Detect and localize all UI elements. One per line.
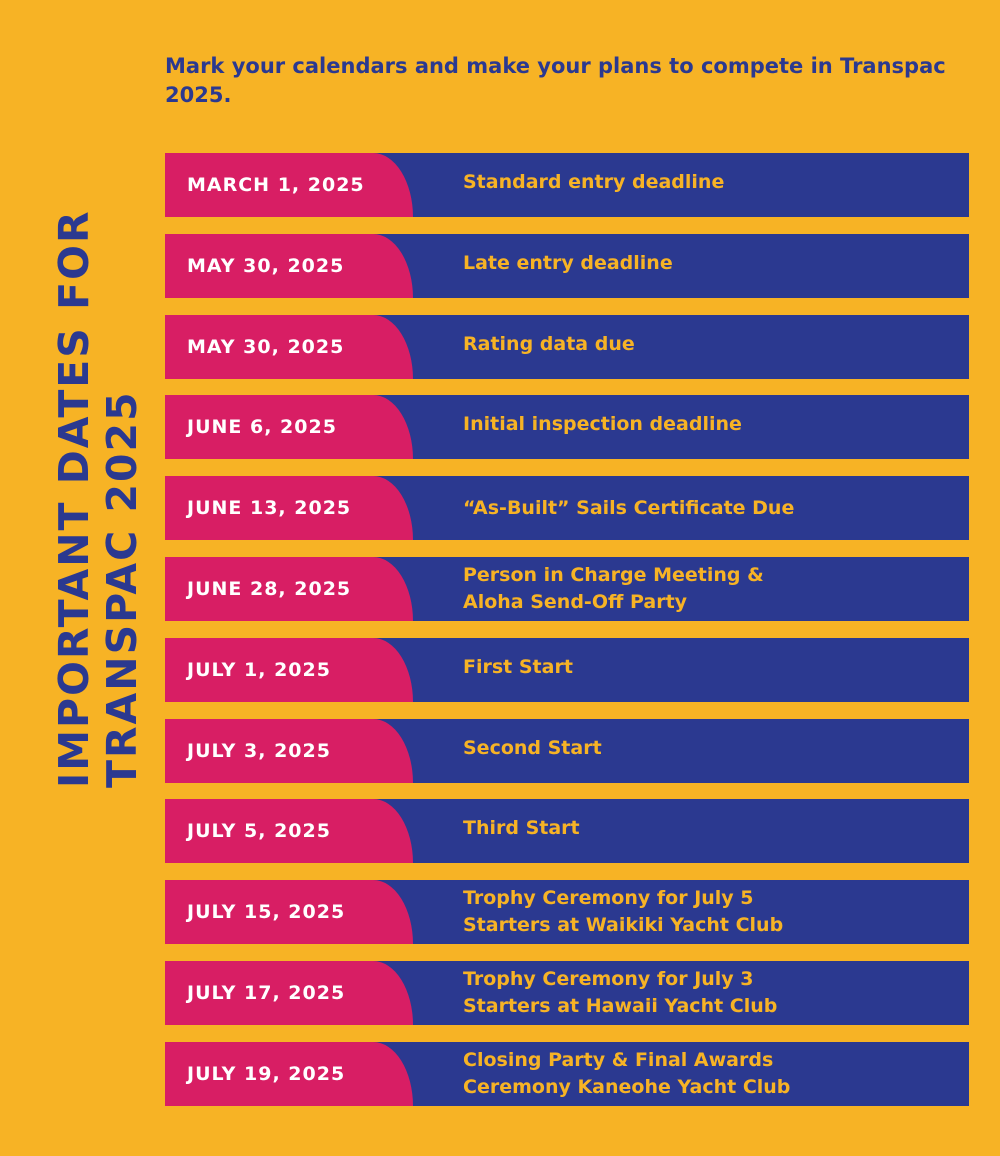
date-tab bbox=[165, 315, 413, 379]
date-label: JUNE 6, 2025 bbox=[187, 416, 337, 439]
date-tab bbox=[165, 1042, 413, 1106]
event-label: Second Start bbox=[463, 736, 602, 759]
event-label: Initial inspection deadline bbox=[463, 413, 742, 436]
event-cell bbox=[463, 234, 959, 298]
date-label: JULY 1, 2025 bbox=[187, 658, 331, 681]
date-tab bbox=[165, 799, 413, 863]
date-tab bbox=[165, 638, 413, 702]
dates-list bbox=[165, 153, 969, 1123]
side-title bbox=[50, 0, 170, 1156]
date-row bbox=[165, 719, 969, 783]
date-tab bbox=[165, 153, 413, 217]
date-tab bbox=[165, 961, 413, 1025]
date-tab bbox=[165, 557, 413, 621]
date-label: JUNE 28, 2025 bbox=[187, 577, 352, 600]
event-cell bbox=[463, 476, 959, 540]
date-row bbox=[165, 1042, 969, 1106]
date-tab bbox=[165, 880, 413, 944]
date-label: MAY 30, 2025 bbox=[187, 335, 345, 358]
event-label: First Start bbox=[463, 655, 573, 678]
event-label: Trophy Ceremony for July 3 Starters at Hawaii Yacht Club bbox=[463, 967, 778, 1017]
date-row bbox=[165, 557, 969, 621]
date-tab bbox=[165, 234, 413, 298]
date-row bbox=[165, 315, 969, 379]
event-cell bbox=[463, 799, 959, 863]
date-row bbox=[165, 638, 969, 702]
date-row bbox=[165, 880, 969, 944]
date-tab bbox=[165, 395, 413, 459]
event-cell bbox=[463, 557, 959, 621]
date-row bbox=[165, 799, 969, 863]
date-label: JULY 15, 2025 bbox=[187, 901, 346, 924]
event-cell bbox=[463, 961, 959, 1025]
event-label: Closing Party & Final Awards Ceremony Kaneohe Yacht Club bbox=[463, 1048, 791, 1098]
date-label: JULY 19, 2025 bbox=[187, 1062, 346, 1085]
date-label: JULY 3, 2025 bbox=[187, 739, 331, 762]
event-label: Rating data due bbox=[463, 332, 635, 355]
date-label: JULY 17, 2025 bbox=[187, 981, 346, 1004]
event-cell bbox=[463, 153, 959, 217]
date-row bbox=[165, 153, 969, 217]
date-row bbox=[165, 961, 969, 1025]
event-label: Standard entry deadline bbox=[463, 171, 725, 193]
date-label: JUNE 13, 2025 bbox=[187, 497, 352, 520]
event-cell bbox=[463, 395, 959, 459]
side-title-line-1: IMPORTANT DATES FOR bbox=[50, 209, 98, 788]
event-cell bbox=[463, 1042, 959, 1106]
date-label: MAY 30, 2025 bbox=[187, 254, 345, 277]
event-cell bbox=[463, 638, 959, 702]
event-cell bbox=[463, 315, 959, 379]
event-label: “As-Built” Sails Certificate Due bbox=[463, 496, 795, 519]
event-label: Third Start bbox=[463, 817, 580, 840]
date-label: JULY 5, 2025 bbox=[187, 820, 331, 843]
date-tab bbox=[165, 476, 413, 540]
intro-text: Mark your calendars and make your plans to compete in Transpac 2025. bbox=[165, 54, 946, 107]
date-row bbox=[165, 234, 969, 298]
date-row bbox=[165, 476, 969, 540]
date-tab bbox=[165, 719, 413, 783]
event-label: Trophy Ceremony for July 5 Starters at Waikiki Yacht Club bbox=[463, 887, 784, 937]
event-label: Late entry deadline bbox=[463, 251, 673, 274]
side-title-line-2: TRANSPAC 2025 bbox=[98, 390, 146, 788]
event-label: Person in Charge Meeting & Aloha Send-Off Party bbox=[463, 563, 764, 613]
date-label: MARCH 1, 2025 bbox=[187, 174, 365, 196]
date-row bbox=[165, 395, 969, 459]
event-cell bbox=[463, 880, 959, 944]
event-cell bbox=[463, 719, 959, 783]
